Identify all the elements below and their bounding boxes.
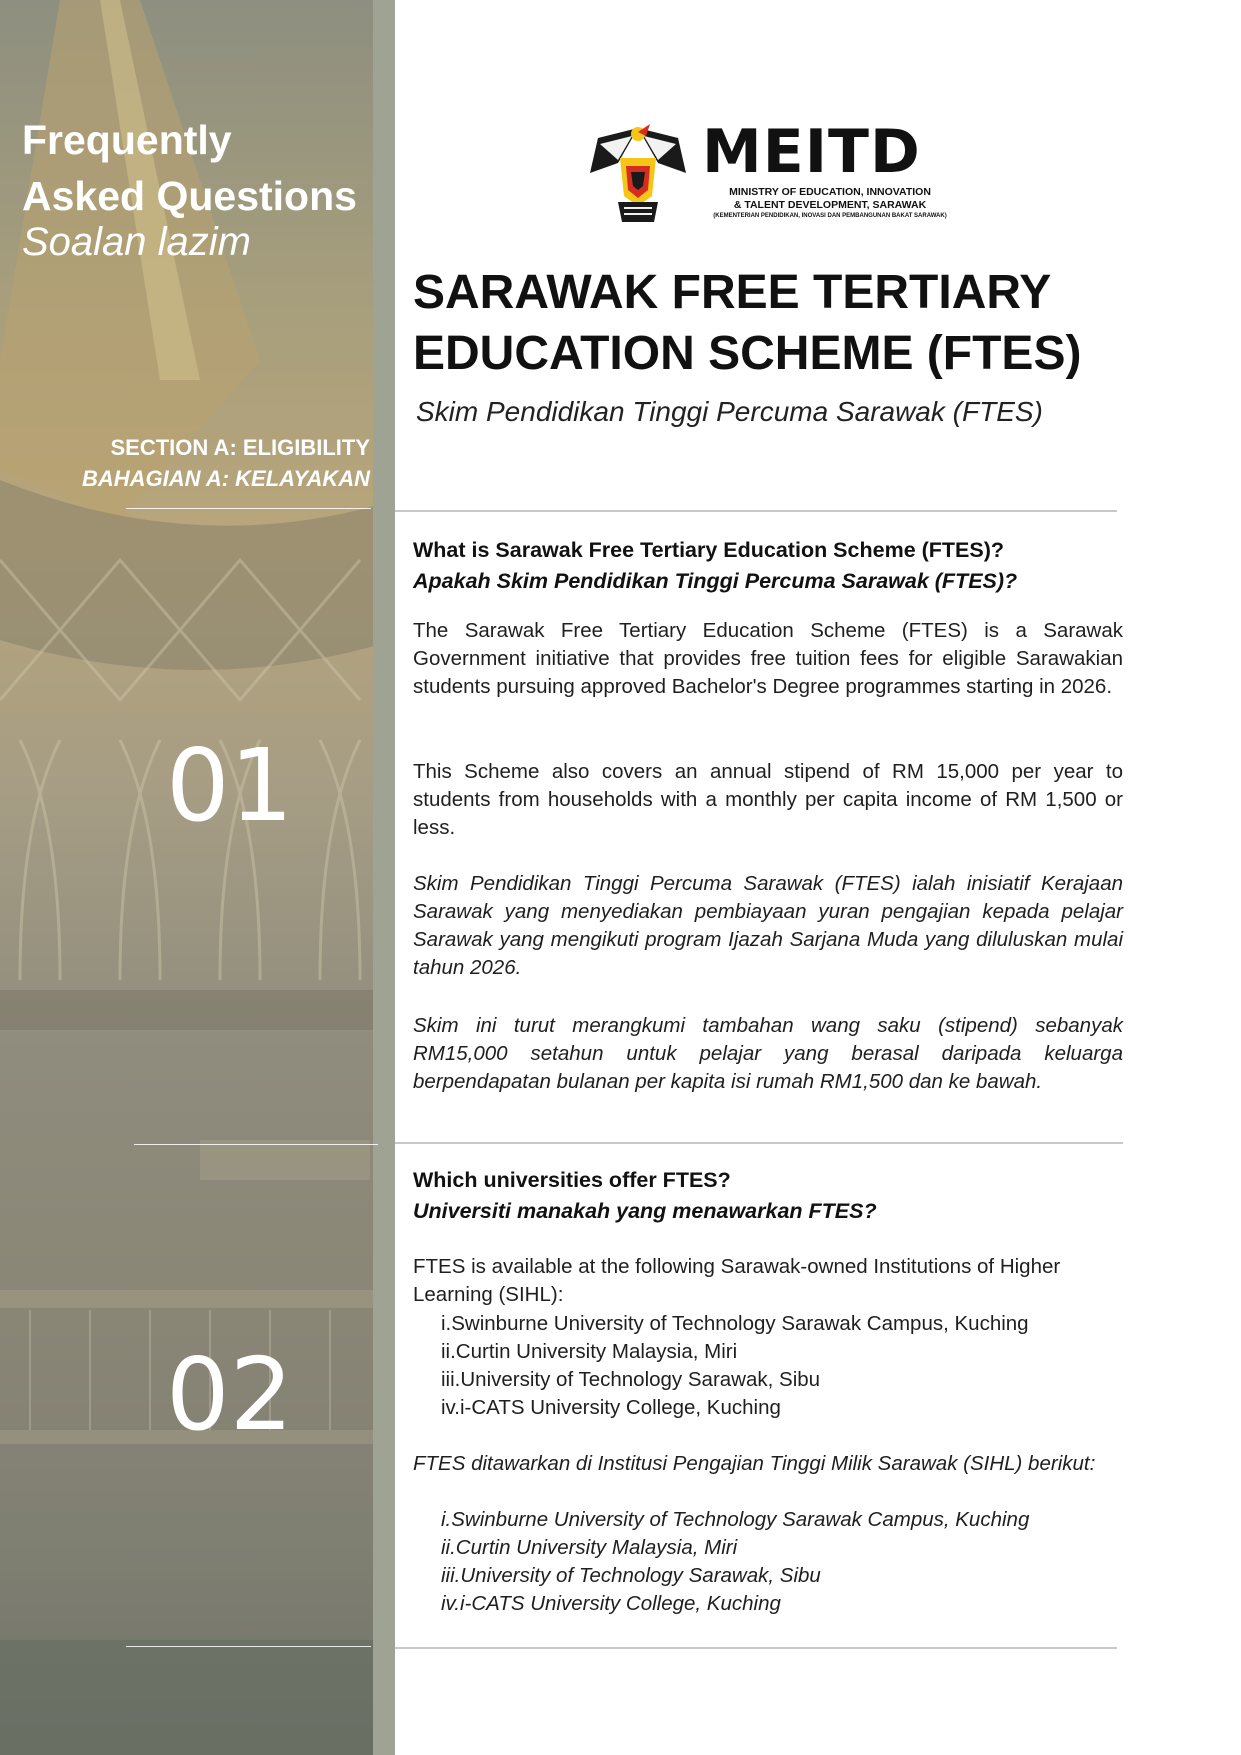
faq-subheading: Soalan lazim bbox=[22, 220, 252, 264]
faq-heading-line2: Asked Questions bbox=[22, 173, 357, 219]
page-subtitle: Skim Pendidikan Tinggi Percuma Sarawak (FTES) bbox=[416, 396, 1043, 427]
faq2-question-ms: Universiti manakah yang menawarkan FTES? bbox=[413, 1199, 877, 1223]
content-divider bbox=[395, 1142, 1123, 1144]
page-title-line2: EDUCATION SCHEME (FTES) bbox=[413, 327, 1082, 380]
faq2-intro-ms: FTES ditawarkan di Institusi Pengajian Tinggi Milik Sarawak (SIHL) berikut: bbox=[413, 1452, 1096, 1475]
section-label-ms: BAHAGIAN A: KELAYAKAN bbox=[81, 466, 370, 491]
faq2-question-en: Which universities offer FTES? bbox=[413, 1168, 731, 1192]
logo-line-2: & TALENT DEVELOPMENT, SARAWAK bbox=[733, 199, 927, 211]
sidebar-edge-strip bbox=[373, 0, 395, 1755]
list-item: iii.University of Technology Sarawak, Sibu bbox=[441, 1368, 821, 1391]
sidebar-divider bbox=[134, 1144, 378, 1145]
faq1-question-ms: Apakah Skim Pendidikan Tinggi Percuma Sarawak (FTES)? bbox=[413, 569, 1018, 593]
list-item: ii.Curtin University Malaysia, Miri bbox=[441, 1340, 738, 1363]
question-number-02: 02 bbox=[166, 1336, 294, 1453]
sidebar bbox=[0, 0, 395, 1755]
faq1-answer-ms-1: Skim Pendidikan Tinggi Percuma Sarawak (FTES) ialah inisiatif Kerajaan Sarawak yang menyediakan pembiayaan yuran pengajian kepada pelajar Sarawak yang mengikuti program Ijazah Sarjana Muda yang diluluskan mulai tahun 2026. bbox=[413, 872, 1123, 979]
page-title-line1: SARAWAK FREE TERTIARY bbox=[413, 266, 1052, 319]
question-number-01: 01 bbox=[166, 727, 294, 844]
page-title bbox=[413, 262, 1213, 384]
faq-heading bbox=[22, 112, 357, 224]
list-item: i.Swinburne University of Technology Sarawak Campus, Kuching bbox=[441, 1508, 1030, 1531]
faq1-question-en: What is Sarawak Free Tertiary Education Scheme (FTES)? bbox=[413, 538, 1005, 562]
sidebar-divider bbox=[126, 508, 371, 509]
logo-wordmark: MEITD bbox=[702, 117, 921, 187]
ministry-logo bbox=[588, 118, 958, 228]
list-item: iii.University of Technology Sarawak, Sibu bbox=[441, 1564, 821, 1587]
logo-line-3: (KEMENTERIAN PENDIDIKAN, INOVASI DAN PEMBANGUNAN BAKAT SARAWAK) bbox=[713, 213, 947, 219]
faq-heading-line1: Frequently bbox=[22, 117, 232, 163]
list-item: ii.Curtin University Malaysia, Miri bbox=[441, 1536, 738, 1559]
sidebar-divider bbox=[126, 1646, 371, 1647]
list-item: iv.i-CATS University College, Kuching bbox=[441, 1592, 781, 1615]
content-divider bbox=[395, 1647, 1117, 1649]
faq2-intro-en: FTES is available at the following Sarawak-owned Institutions of Higher Learning (SIHL): bbox=[413, 1255, 1061, 1306]
faq1-answer-en-1: The Sarawak Free Tertiary Education Scheme (FTES) is a Sarawak Government initiative that provides free tuition fees for eligible Sarawakian students pursuing approved Bachelor's Degree programmes starting in 2026. bbox=[413, 619, 1123, 698]
logo-line-1: MINISTRY OF EDUCATION, INNOVATION bbox=[729, 186, 931, 198]
section-label bbox=[82, 432, 370, 494]
faq1-answer-ms-2: Skim ini turut merangkumi tambahan wang saku (stipend) sebanyak RM15,000 setahun untuk pelajar yang berasal daripada keluarga berpendapatan bulanan per kapita isi rumah RM1,500 dan ke bawah. bbox=[413, 1014, 1123, 1093]
list-item: iv.i-CATS University College, Kuching bbox=[441, 1396, 781, 1419]
hornbill-crest-icon bbox=[588, 118, 688, 226]
faq2-university-list-ms bbox=[441, 1506, 1029, 1618]
faq1-question bbox=[413, 535, 1123, 597]
faq2-university-list-en bbox=[441, 1310, 1029, 1422]
section-label-en: SECTION A: ELIGIBILITY bbox=[110, 435, 370, 460]
content-divider bbox=[395, 510, 1117, 512]
faq1-answer-en-2: This Scheme also covers an annual stipend of RM 15,000 per year to students from households with a monthly per capita income of RM 1,500 or less. bbox=[413, 760, 1123, 839]
list-item: i.Swinburne University of Technology Sarawak Campus, Kuching bbox=[441, 1312, 1029, 1335]
faq2-question bbox=[413, 1165, 1123, 1227]
